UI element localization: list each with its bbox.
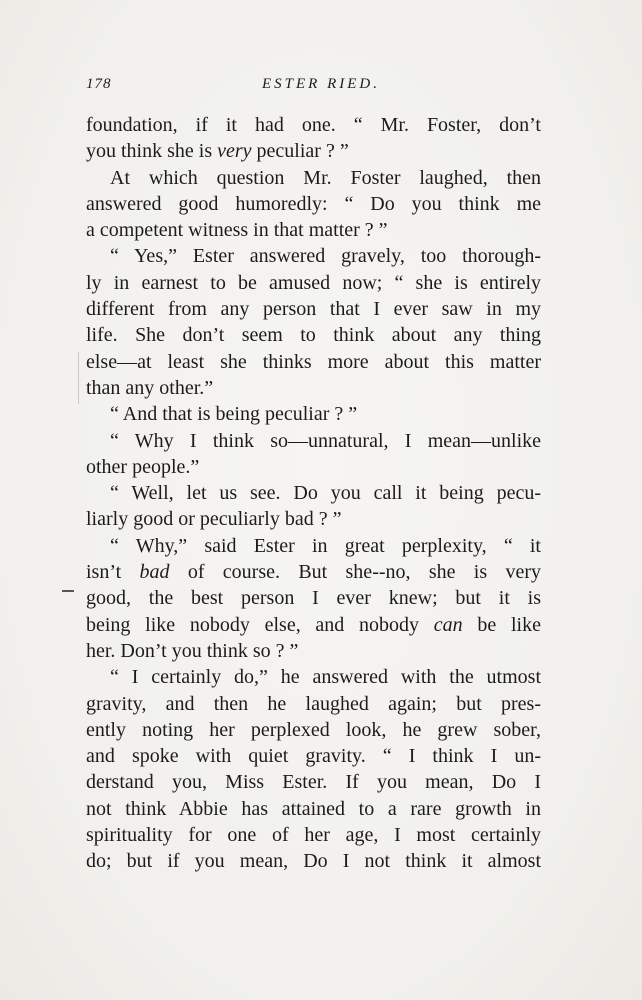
text-line: do; but if you mean, Do I not think it almost — [86, 850, 541, 873]
text-line: her. Don’t you think so ? ” — [86, 639, 299, 662]
text-line: isn’t bad of course. But she--no, she is very — [86, 561, 541, 584]
text-line: spirituality for one of her age, I most certainly — [86, 824, 541, 847]
text-line: derstand you, Miss Ester. If you mean, Do I — [86, 771, 541, 794]
text-line: good, the best person I ever knew; but it is — [86, 587, 541, 610]
text-line: “ And that is being peculiar ? ” — [110, 403, 358, 426]
text-line: “ Why I think so—unnatural, I mean—unlike — [110, 429, 541, 452]
running-title: ESTER RIED. — [262, 76, 380, 92]
text-line: liarly good or peculiarly bad ? ” — [86, 508, 342, 531]
text-line: other people.” — [86, 455, 200, 478]
text-line: “ I certainly do,” he answered with the utmost — [110, 666, 541, 689]
text-line: else—at least she thinks more about this matter — [86, 350, 541, 373]
text-line: life. She don’t seem to think about any thing — [86, 324, 541, 347]
text-line: different from any person that I ever saw in my — [86, 298, 541, 321]
text-line: a competent witness in that matter ? ” — [86, 219, 388, 242]
text-line: At which question Mr. Foster laughed, then — [110, 166, 541, 189]
margin-bar — [78, 352, 79, 404]
text-line: answered good humoredly: “ Do you think me — [86, 192, 541, 215]
body-text — [86, 112, 541, 875]
text-line: “ Yes,” Ester answered gravely, too thorough- — [110, 245, 541, 268]
text-line: you think she is very peculiar ? ” — [86, 140, 349, 163]
margin-mark — [62, 590, 74, 592]
text-line: ently noting her perplexed look, he grew sober, — [86, 718, 541, 741]
text-line: “ Why,” said Ester in great perplexity, “ it — [110, 534, 541, 557]
text-line: ly in earnest to be amused now; “ she is entirely — [86, 271, 541, 294]
page-header — [86, 76, 556, 102]
text-line: “ Well, let us see. Do you call it being pecu- — [110, 482, 541, 505]
text-line: foundation, if it had one. “ Mr. Foster, don’t — [86, 114, 541, 136]
text-line: not think Abbie has attained to a rare growth in — [86, 797, 541, 820]
page-number: 178 — [86, 76, 112, 92]
text-line: and spoke with quiet gravity. “ I think I un- — [86, 745, 541, 768]
text-line: gravity, and then he laughed again; but pres- — [86, 692, 541, 715]
text-line: than any other.” — [86, 376, 214, 399]
text-line: being like nobody else, and nobody can be like — [86, 613, 541, 636]
